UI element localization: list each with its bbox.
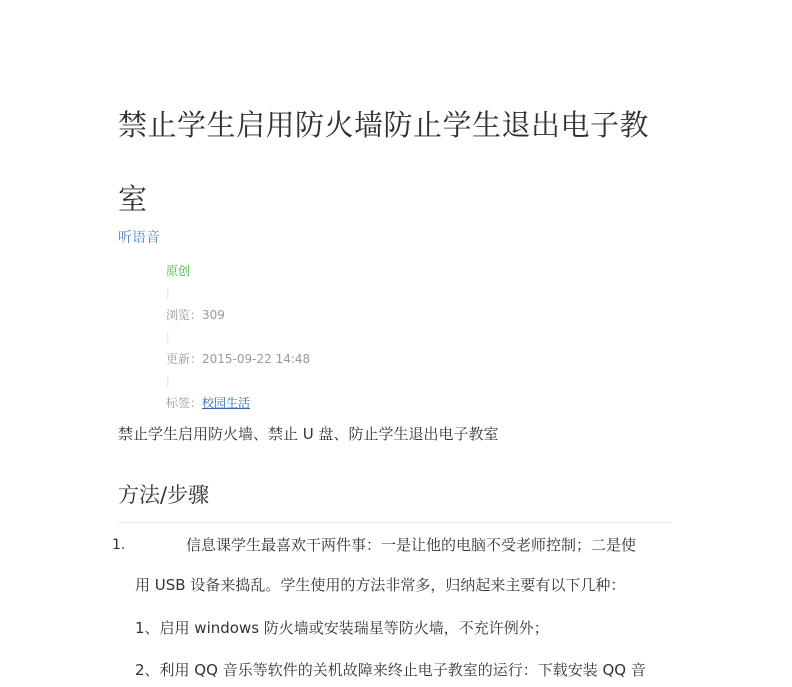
article-summary: 禁止学生启用防火墙、禁止 U 盘、防止学生退出电子教室: [118, 425, 499, 443]
views-label: 浏览：: [166, 308, 203, 322]
step-text-line: 2、利用 QQ 音乐等软件的关机故障来终止电子教室的运行：下载安装 QQ 音: [135, 661, 646, 679]
title-line-1: 禁止学生启用防火墙防止学生退出电子教: [118, 108, 650, 142]
meta-separator: |: [166, 374, 170, 387]
tags-label: 标签：: [166, 396, 203, 410]
step-text-line: 信息课学生最喜欢干两件事：一是让他的电脑不受老师控制；二是使: [186, 536, 637, 554]
listen-audio-link[interactable]: 听语音: [118, 230, 160, 246]
updated-label: 更新：: [166, 352, 203, 366]
meta-separator: |: [166, 286, 170, 299]
tag-link-campus-life[interactable]: 校园生活: [202, 396, 251, 410]
updated-value: 2015-09-22 14:48: [202, 352, 311, 366]
step-text-line: 1、启用 windows 防火墙或安装瑞星等防火墙，不充许例外；: [135, 619, 549, 637]
section-title: 方法/步骤: [118, 483, 210, 507]
title-line-2: 室: [118, 182, 148, 216]
step-text-line: 用 USB 设备来捣乱。学生使用的方法非常多，归纳起来主要有以下几种：: [135, 576, 626, 594]
original-badge: 原创: [166, 264, 191, 278]
section-divider: [118, 522, 672, 523]
tags: [166, 394, 310, 412]
article-title: [118, 88, 674, 236]
meta-separator: |: [166, 330, 170, 343]
views-count: [166, 306, 310, 324]
updated-time: [166, 350, 310, 368]
article-meta: [166, 262, 310, 412]
step-number: 1.: [112, 537, 126, 553]
views-value: 309: [202, 308, 225, 322]
